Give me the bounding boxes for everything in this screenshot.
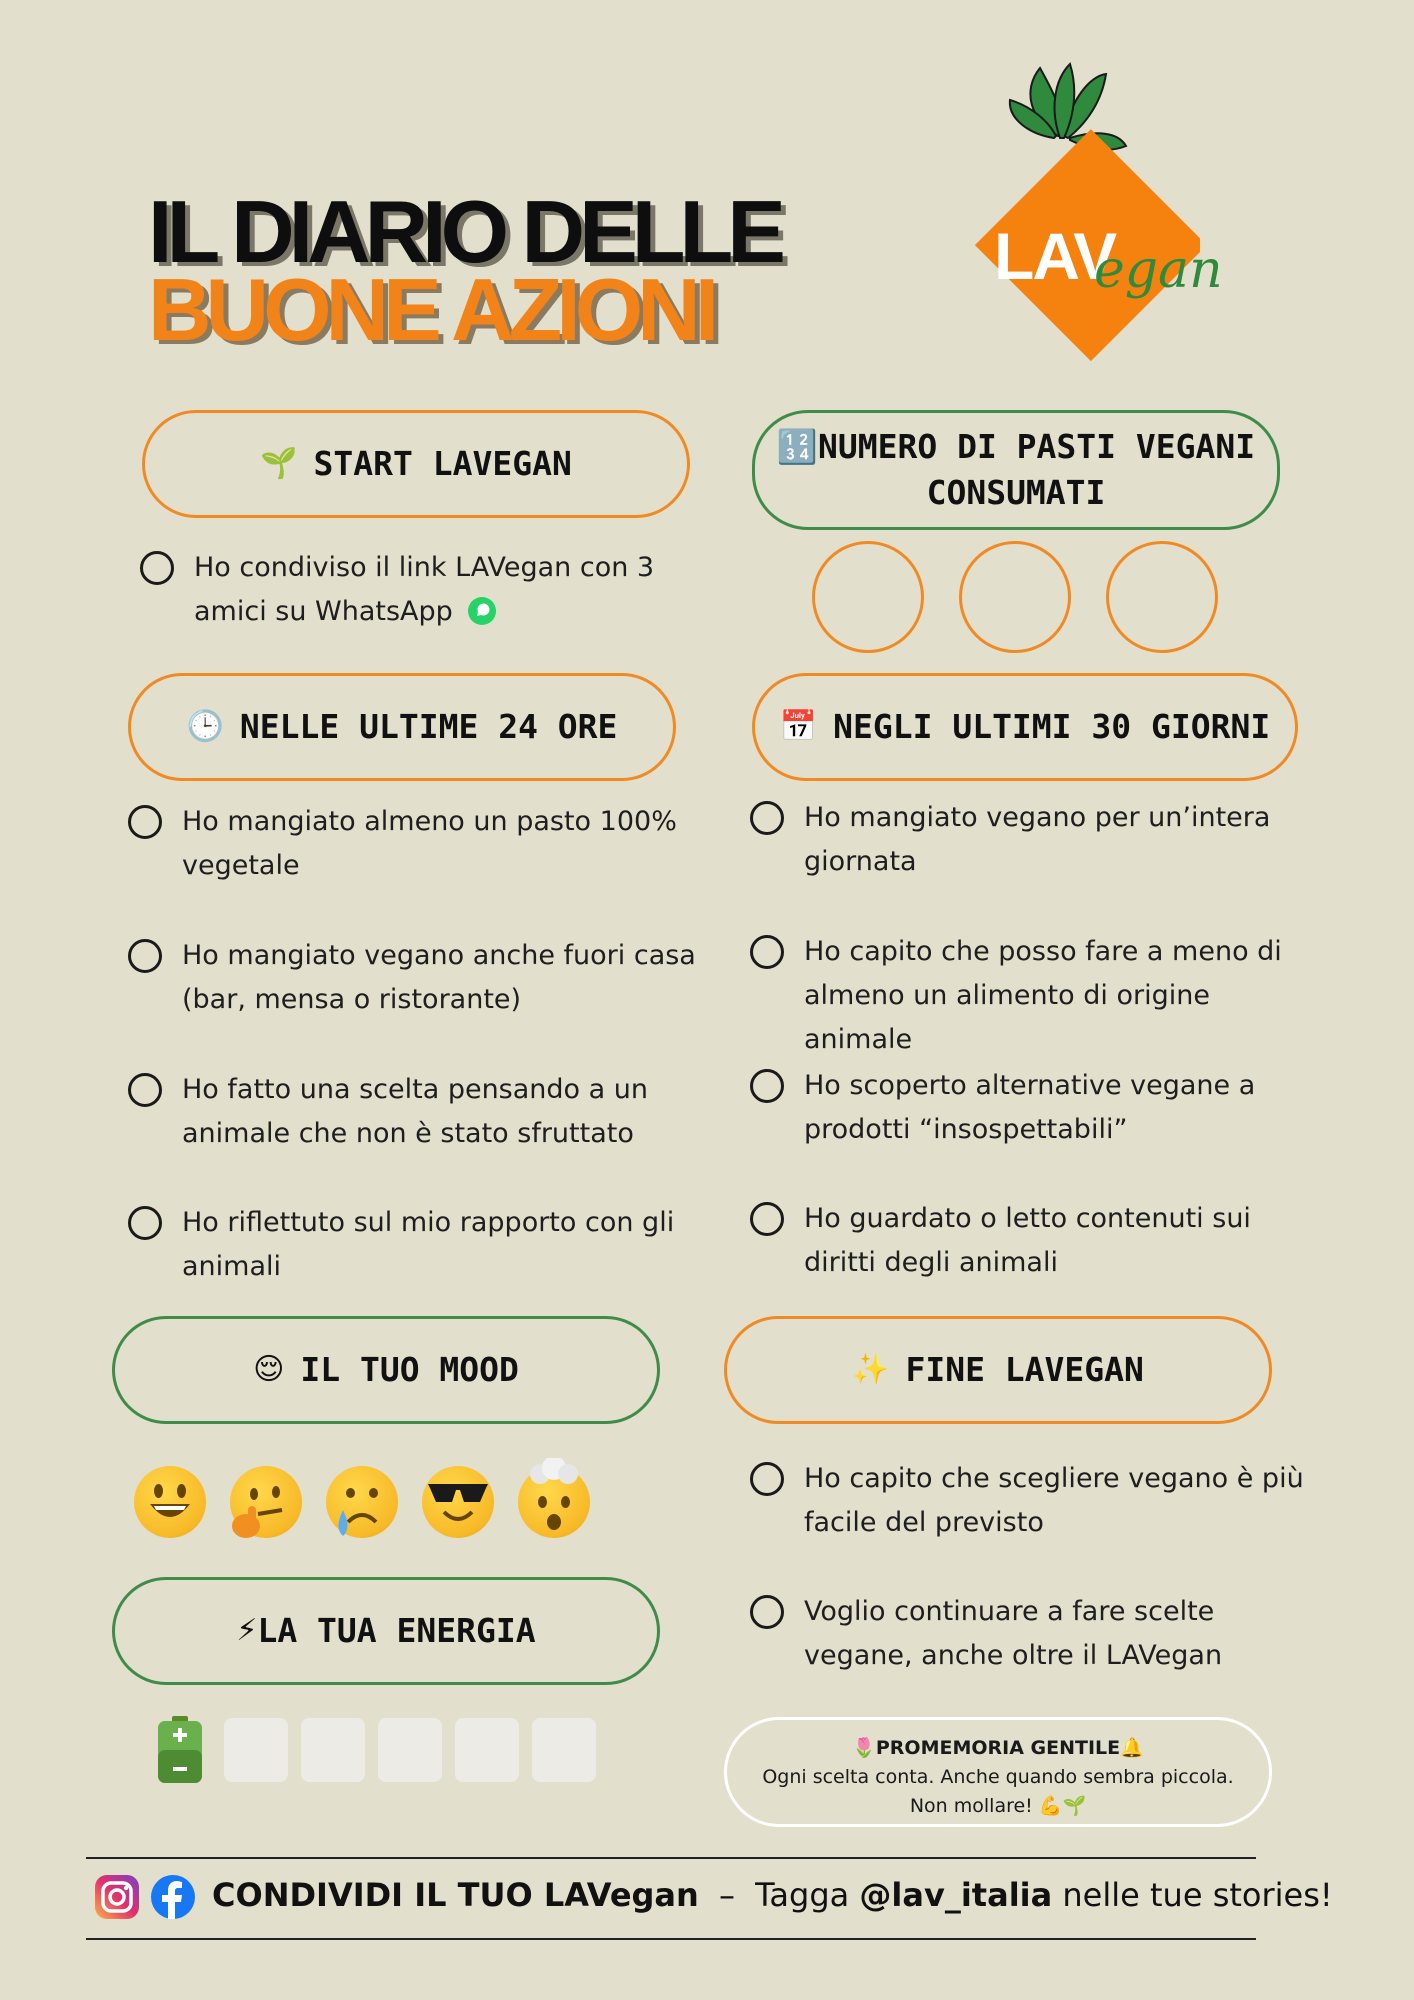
sunglasses-face-icon[interactable] <box>422 1466 494 1538</box>
end-lavegan-pill <box>724 1316 1272 1424</box>
bell-icon: 🔔 <box>1120 1737 1144 1759</box>
meals-count-pill <box>752 410 1280 530</box>
reminder-title: 🌷PROMEMORIA GENTILE🔔 <box>852 1737 1144 1759</box>
checkbox[interactable] <box>750 1069 784 1103</box>
checkbox[interactable] <box>750 1595 784 1629</box>
checkbox[interactable] <box>128 1206 162 1240</box>
energy-level-box[interactable] <box>301 1718 365 1782</box>
thinking-face-icon[interactable] <box>230 1466 302 1538</box>
energy-level-box[interactable] <box>532 1718 596 1782</box>
sparkles-icon: ✨ <box>852 1352 890 1387</box>
whatsapp-icon <box>467 596 497 626</box>
flower-icon: 🌷 <box>852 1737 876 1759</box>
battery-icon <box>156 1716 204 1784</box>
checklist-item[interactable] <box>750 1064 1320 1152</box>
item-text: Ho mangiato almeno un pasto 100% vegetale <box>182 806 677 881</box>
meal-count-circle[interactable] <box>812 541 924 653</box>
checkbox[interactable] <box>128 1073 162 1107</box>
item-text: Ho mangiato vegano anche fuori casa (bar, mensa o ristorante) <box>182 940 696 1015</box>
reminder-line-1: Ogni scelta conta. Anche quando sembra piccola. <box>762 1766 1234 1788</box>
instagram-icon[interactable] <box>94 1874 140 1920</box>
checklist-item[interactable] <box>750 1457 1320 1545</box>
item-text: Ho scoperto alternative vegane a prodotti “insospettabili” <box>804 1070 1256 1145</box>
start-lavegan-label: START LAVEGAN <box>313 443 572 483</box>
checkbox[interactable] <box>750 935 784 969</box>
item-text: Ho fatto una scelta pensando a un animale che non è stato sfruttato <box>182 1074 649 1149</box>
lightning-icon: ⚡ <box>236 1613 258 1648</box>
meal-count-circle[interactable] <box>1106 541 1218 653</box>
checklist-item[interactable] <box>750 930 1320 1062</box>
checklist-item[interactable] <box>128 800 698 888</box>
facebook-icon[interactable] <box>150 1874 196 1920</box>
footer-divider-top <box>86 1857 1256 1859</box>
checklist-item[interactable] <box>140 546 660 634</box>
start-lavegan-pill <box>142 410 690 518</box>
calendar-icon: 📅 <box>779 709 818 744</box>
item-text: Ho riflettuto sul mio rapporto con gli animali <box>182 1207 675 1282</box>
end-lavegan-label: FINE LAVEGAN <box>905 1349 1144 1389</box>
checkbox[interactable] <box>128 805 162 839</box>
meal-count-circle[interactable] <box>959 541 1071 653</box>
last-30-days-pill <box>752 673 1298 781</box>
checkbox[interactable] <box>140 551 174 585</box>
carrot-leaves-icon <box>930 50 1200 370</box>
checklist-item[interactable] <box>128 1201 698 1289</box>
title-line-1: IL DIARIO DELLE <box>148 182 780 281</box>
item-text: Ho condiviso il link LAVegan con 3 amici su WhatsApp <box>194 552 655 627</box>
footer-cta: CONDIVIDI IL TUO LAVegan <box>212 1876 699 1914</box>
item-text: Ho capito che scegliere vegano è più facile del previsto <box>804 1463 1304 1538</box>
meals-count-label: NUMERO DI PASTI VEGANI CONSUMATI <box>818 426 1256 512</box>
grinning-face-icon[interactable] <box>134 1466 206 1538</box>
reminder-line-2: Non mollare! 💪🌱 <box>909 1795 1087 1817</box>
logo-text-egan: egan <box>1094 240 1223 300</box>
energy-level-box[interactable] <box>455 1718 519 1782</box>
last-24-hours-label: NELLE ULTIME 24 ORE <box>239 706 618 746</box>
checkbox[interactable] <box>128 939 162 973</box>
energy-pill <box>112 1577 660 1685</box>
lavegan-logo <box>930 50 1223 370</box>
mood-pill <box>112 1316 660 1424</box>
logo-text-lav: LAV <box>994 219 1116 293</box>
item-text: Ho mangiato vegano per un’intera giornata <box>804 802 1271 877</box>
checkbox[interactable] <box>750 1462 784 1496</box>
energy-label: LA TUA ENERGIA <box>257 1610 536 1650</box>
crying-face-icon[interactable] <box>326 1466 398 1538</box>
checklist-item[interactable] <box>128 1068 698 1156</box>
relieved-face-icon: 😌 <box>253 1352 285 1387</box>
checkbox[interactable] <box>750 801 784 835</box>
item-text: Ho capito che posso fare a meno di almeno un alimento di origine animale <box>804 936 1282 1055</box>
numbers-icon: 🔢 <box>776 426 818 466</box>
gentle-reminder-box <box>724 1717 1272 1827</box>
item-text: Ho guardato o letto contenuti sui diritti degli animali <box>804 1203 1251 1278</box>
footer-text: CONDIVIDI IL TUO LAVegan – Tagga @lav_italia nelle tue stories! <box>212 1876 1333 1914</box>
last-24-hours-pill <box>128 673 676 781</box>
energy-level-box[interactable] <box>378 1718 442 1782</box>
checklist-item[interactable] <box>750 1197 1330 1285</box>
checklist-item[interactable] <box>750 1590 1320 1678</box>
clock-icon: 🕒 <box>186 709 224 744</box>
item-text: Voglio continuare a fare scelte vegane, anche oltre il LAVegan <box>804 1596 1223 1671</box>
checklist-item[interactable] <box>750 796 1320 884</box>
exploding-head-face-icon[interactable] <box>518 1466 590 1538</box>
energy-level-box[interactable] <box>224 1718 288 1782</box>
checklist-item[interactable] <box>128 934 698 1022</box>
mood-label: IL TUO MOOD <box>300 1349 519 1389</box>
checkbox[interactable] <box>750 1202 784 1236</box>
footer-divider-bottom <box>86 1938 1256 1940</box>
last-30-days-label: NEGLI ULTIMI 30 GIORNI <box>833 706 1271 746</box>
instagram-handle[interactable]: @lav_italia <box>859 1876 1053 1914</box>
seedling-icon: 🌱 <box>260 446 298 481</box>
title-line-2: BUONE AZIONI <box>148 260 714 359</box>
